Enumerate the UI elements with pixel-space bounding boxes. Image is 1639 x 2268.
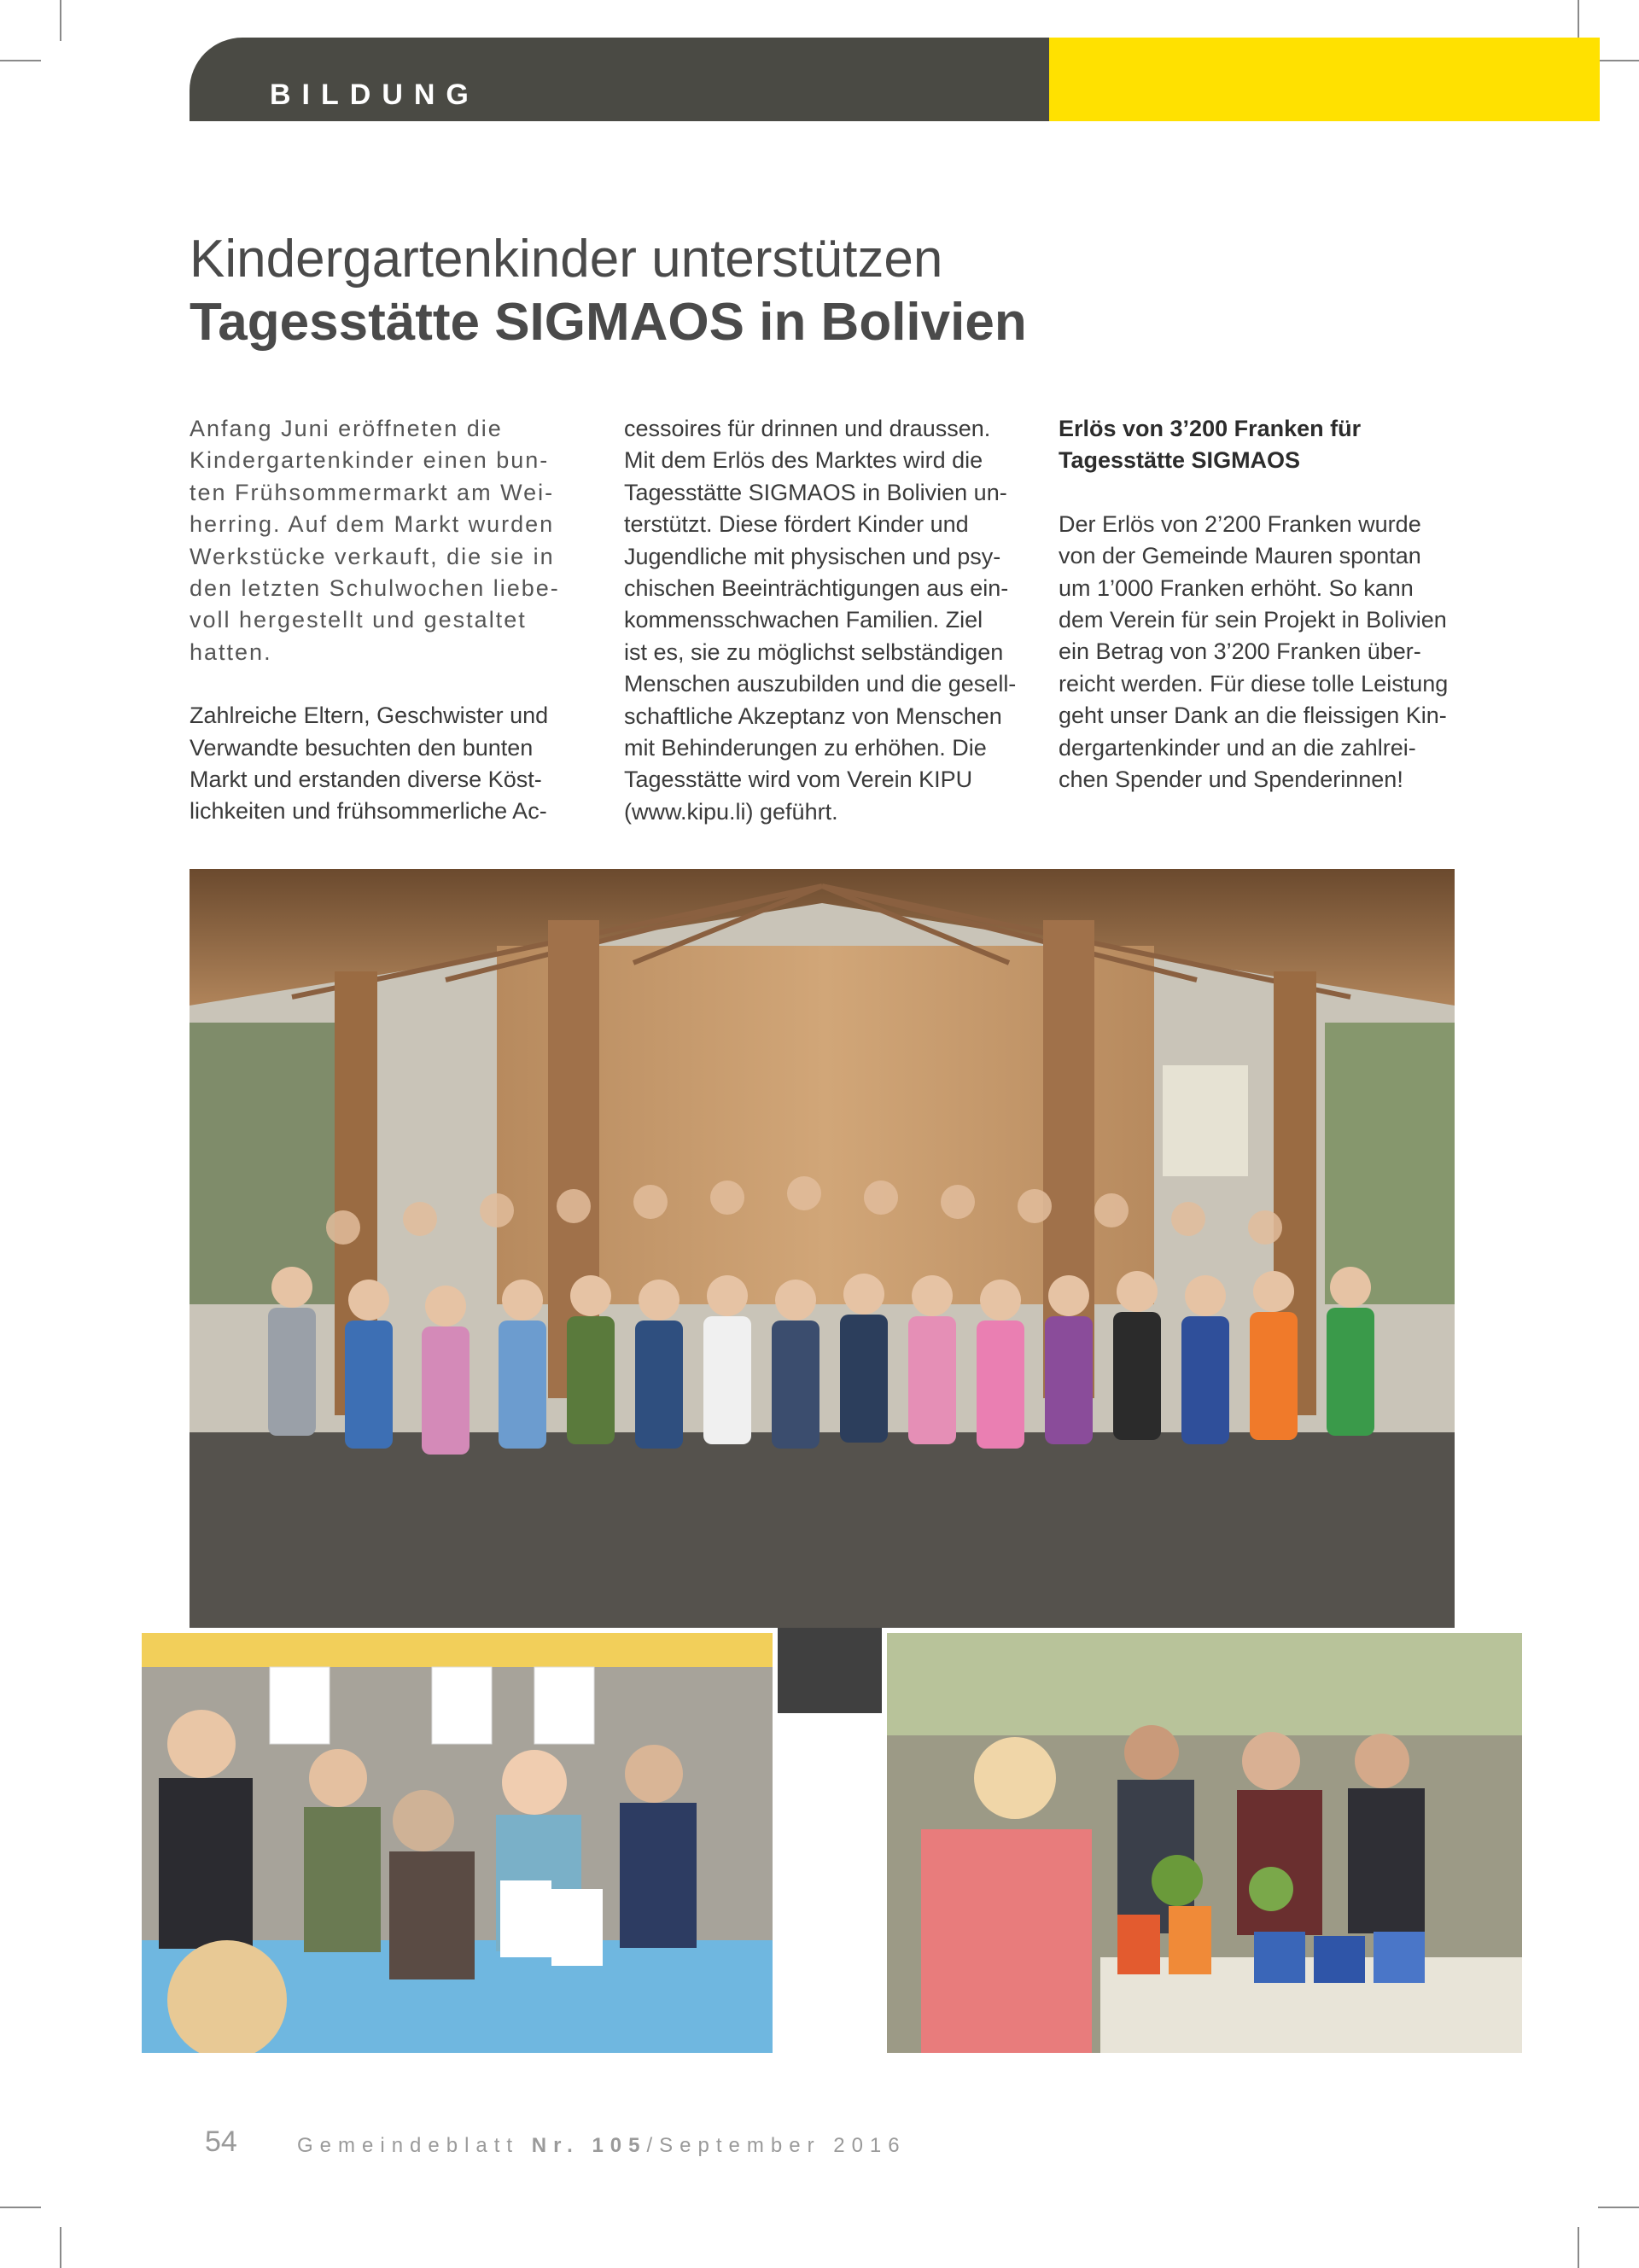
text-line: lichkeiten und frühsommerliche Ac- — [190, 798, 547, 825]
market-photo-right — [882, 1628, 1527, 2058]
text-line: Tagesstätte SIGMAOS — [1059, 447, 1301, 474]
photo-shadow-block — [778, 1628, 882, 1713]
text-line: Menschen auszubilden und die gesell- — [624, 671, 1017, 697]
article-column-2 — [624, 413, 1022, 828]
issue-date: /September 2016 — [646, 2134, 907, 2157]
text-line: Tagesstätte SIGMAOS in Bolivien un- — [624, 479, 1007, 505]
crop-mark — [1578, 0, 1579, 41]
text-line: ist es, sie zu möglichst selbständigen — [624, 638, 1004, 665]
text-line: ein Betrag von 3’200 Franken über- — [1059, 638, 1421, 665]
text-line: cessoires für drinnen und draussen. — [624, 416, 991, 441]
text-line: Markt und erstanden diverse Köst- — [190, 767, 542, 793]
article-title-line-1: Kindergartenkinder unterstützen — [190, 230, 943, 289]
crop-mark — [0, 2207, 41, 2208]
text-line: (www.kipu.li) geführt. — [624, 798, 838, 825]
text-line: Der Erlös von 2’200 Franken wurde — [1059, 510, 1421, 537]
group-photo — [190, 869, 1455, 1629]
crop-mark — [1578, 2227, 1579, 2268]
crop-mark — [60, 2227, 61, 2268]
section-label: BILDUNG — [270, 79, 480, 111]
crop-mark — [0, 60, 41, 61]
subheading — [1059, 413, 1456, 477]
text-line: von der Gemeinde Mauren spontan — [1059, 543, 1421, 569]
issue-prefix: Nr. — [531, 2134, 580, 2157]
text-line: kommensschwachen Familien. Ziel — [624, 607, 983, 633]
publication-footer — [297, 2134, 907, 2158]
text-line: Erlös von 3’200 Franken für — [1059, 416, 1362, 441]
text-line: mit Behinderungen zu erhöhen. Die — [624, 735, 987, 761]
text-line: terstützt. Diese fördert Kinder und — [624, 511, 969, 538]
text-line: dem Verein für sein Projekt in Bolivien — [1059, 607, 1447, 633]
text-line: herring. Auf dem Markt wurden — [190, 511, 555, 538]
body-paragraph — [190, 700, 587, 828]
body-paragraph — [1059, 509, 1456, 796]
text-line: Mit dem Erlös des Marktes wird die — [624, 447, 983, 474]
page-number: 54 — [205, 2125, 237, 2158]
crop-mark — [1598, 2207, 1639, 2208]
article-column-1 — [190, 413, 587, 828]
text-line: ten Frühsommermarkt am Wei- — [190, 479, 555, 505]
text-line: Tagesstätte wird vom Verein KIPU — [624, 767, 973, 793]
article-title-line-2: Tagesstätte SIGMAOS in Bolivien — [190, 293, 1027, 352]
text-line: geht unser Dank an die fleissigen Kin- — [1059, 703, 1447, 729]
issue-number: 105 — [592, 2134, 647, 2157]
text-line: Zahlreiche Eltern, Geschwister und — [190, 703, 549, 729]
text-line: den letzten Schulwochen liebe- — [190, 575, 560, 602]
text-line: dergartenkinder und an die zahlrei- — [1059, 734, 1416, 761]
crop-mark — [60, 0, 61, 41]
text-line: reicht werden. Für diese tolle Leistung — [1059, 670, 1449, 697]
text-line: chischen Beeinträchtigungen aus ein- — [624, 575, 1009, 602]
text-line: voll hergestellt und gestaltet — [190, 607, 527, 633]
article-column-3 — [1059, 413, 1456, 796]
text-line: Anfang Juni eröffneten die — [190, 416, 503, 441]
market-photo-left — [137, 1628, 778, 2058]
text-line: hatten. — [190, 638, 272, 665]
text-line: Jugendliche mit physischen und psy- — [624, 543, 1001, 569]
text-line: schaftliche Akzeptanz von Menschen — [624, 703, 1002, 729]
publication-name: Gemeindeblatt — [297, 2134, 520, 2157]
lead-paragraph — [190, 413, 587, 668]
section-accent-bar — [1049, 38, 1600, 121]
crop-mark — [1598, 60, 1639, 61]
text-line: Verwandte besuchten den bunten — [190, 734, 534, 761]
text-line: um 1’000 Franken erhöht. So kann — [1059, 574, 1414, 601]
body-paragraph — [624, 413, 1022, 828]
text-line: chen Spender und Spenderinnen! — [1059, 767, 1403, 793]
text-line: Werkstücke verkauft, die sie in — [190, 543, 555, 569]
text-line: Kindergartenkinder einen bun- — [190, 447, 550, 474]
